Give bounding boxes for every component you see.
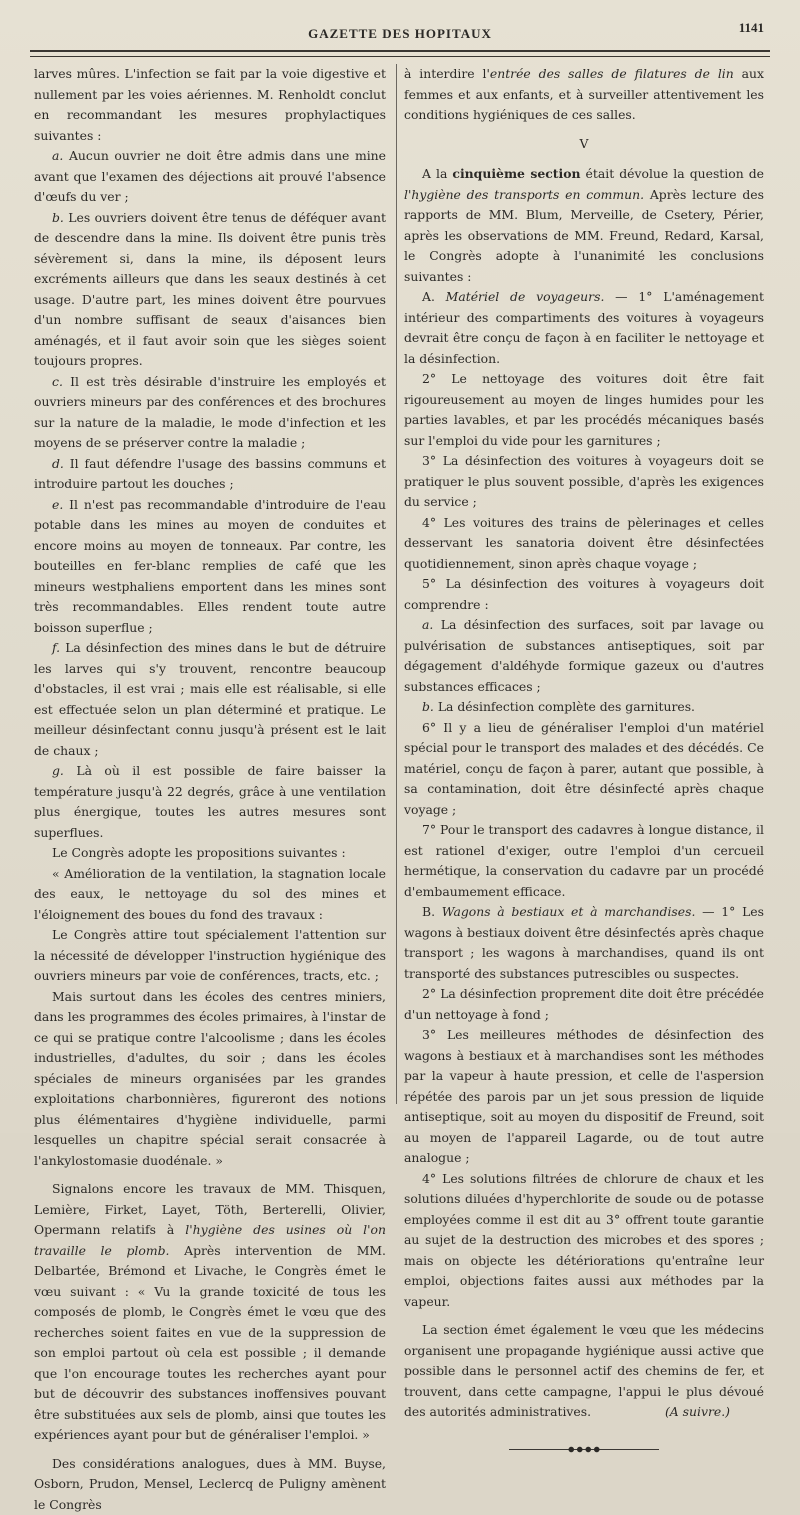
list-item: A. Matériel de voyageurs. — 1° L'aménagement intérieur des compartiments des voitures à voyageurs devrait être conçu de façon à en faciliter le nettoyage et la désinfection. [404, 287, 764, 369]
right-column [404, 64, 764, 1455]
paragraph: larves mûres. L'infection se fait par la voie digestive et nullement par les voies aériennes. M. Renholdt conclut en recommandant les mesures prophylactiques suivantes : [34, 64, 386, 146]
list-item: 2° Le nettoyage des voitures doit être fait rigoureusement au moyen de linges humides pour les parties lavables, et par les procédés mécaniques basés sur l'emploi du vide pour les garnitures ; [404, 369, 764, 451]
section-number: V [404, 134, 764, 155]
list-item: e. Il n'est pas recommandable d'introduire de l'eau potable dans les mines au moyen de conduites et encore moins au moyen de tonneaux. Par contre, les bouteilles en fer-blanc remplies de café que les mineurs westphaliens emportent dans les mines sont très recommandables. Elles rendent toute autre boisson superflue ; [34, 495, 386, 639]
list-item: c. Il est très désirable d'instruire les employés et ouvriers mineurs par des conférences et des brochures sur la nature de la maladie, le mode d'infection et les moyens de se préserver contre la maladie ; [34, 372, 386, 454]
list-item: 7° Pour le transport des cadavres à longue distance, il est rationel d'exiger, outre l'emploi d'un cercueil hermétique, la conservation du cadavre par un procédé d'embaumement efficace. [404, 820, 764, 902]
list-item: a. Aucun ouvrier ne doit être admis dans une mine avant que l'examen des déjections ait prouvé l'absence d'œufs du ver ; [34, 146, 386, 208]
paragraph: A la cinquième section était dévolue la question de l'hygiène des transports en commun. Après lecture des rapports de MM. Blum, Merveille, de Csetery, Périer, après les observations de MM. Freund, Redard, Karsal, le Congrès adopte à l'unanimité les conclusions suivantes : [404, 164, 764, 287]
paragraph: Le Congrès adopte les propositions suivantes : [34, 843, 386, 864]
list-item: a. La désinfection des surfaces, soit par lavage ou pulvérisation de substances antiseptiques, soit par dégagement d'aldéhyde formique gazeux ou d'autres substances efficaces ; [404, 615, 764, 697]
column-divider [396, 64, 397, 1104]
list-item: f. La désinfection des mines dans le but de détruire les larves qui s'y trouvent, rencontre beaucoup d'obstacles, il est vrai ; mais elle est réalisable, si elle est effectuée selon un plan déterminé et pratique. Le meilleur désinfectant connu jusqu'à présent est le lait de chaux ; [34, 638, 386, 761]
list-item: 4° Les voitures des trains de pèlerinages et celles desservant les sanatoria doivent être désinfectées quotidiennement, sinon après chaque voyage ; [404, 513, 764, 575]
paragraph: Des considérations analogues, dues à MM. Buyse, Osborn, Prudon, Mensel, Leclercq de Puligny amènent le Congrès [34, 1454, 386, 1515]
list-item: 3° Les meilleures méthodes de désinfection des wagons à bestiaux et à marchandises sont les méthodes par la vapeur à haute pression, et celle de l'aspersion répétée des parois par un jet sous pression de liquide antiseptique, soit au moyen du dispositif de Freund, soit au moyen de l'appareil Lagarde, ou de tout autre analogue ; [404, 1025, 764, 1169]
end-ornament [509, 1445, 659, 1455]
quote-paragraph: « Amélioration de la ventilation, la stagnation locale des eaux, le nettoyage du sol des mines et l'éloignement des boues du fond des travaux : [34, 864, 386, 926]
paragraph: Signalons encore les travaux de MM. Thisquen, Lemière, Firket, Layet, Töth, Berterelli, Olivier, Opermann relatifs à l'hygiène des usines où l'on travaille le plomb. Après intervention de MM. Delbartée, Brémond et Livache, le Congrès émet le vœu suivant : « Vu la grande toxicité de tous les composés de plomb, le Congrès émet le vœu que des recherches soient faites en vue de la suppression de son emploi partout où cela est possible ; il demande que l'on encourage toutes les recherches ayant pour but de découvrir des substances inoffensives pouvant être substituées aux sels de plomb, ainsi que toutes les expériences ayant pour but de généraliser l'emploi. » [34, 1179, 386, 1446]
list-item: 3° La désinfection des voitures à voyageurs doit se pratiquer le plus souvent possible, d'après les exigences du service ; [404, 451, 764, 513]
list-item: B. Wagons à bestiaux et à marchandises. — 1° Les wagons à bestiaux doivent être désinfectés après chaque transport ; les wagons à marchandises, quand ils ont transporté des substances putrescibles ou suspectes. [404, 902, 764, 984]
left-column [34, 64, 386, 1515]
list-item: 6° Il y a lieu de généraliser l'emploi d'un matériel spécial pour le transport des malades et des décédés. Ce matériel, conçu de façon à parer, autant que possible, à sa contamination, doit être désinfecté après chaque voyage ; [404, 718, 764, 821]
list-item: 2° La désinfection proprement dite doit être précédée d'un nettoyage à fond ; [404, 984, 764, 1025]
header-rule [30, 50, 770, 57]
list-item: b. La désinfection complète des garnitures. [404, 697, 764, 718]
list-item: g. Là où il est possible de faire baisser la température jusqu'à 22 degrés, grâce à une ventilation plus énergique, toutes les autres mesures sont superflues. [34, 761, 386, 843]
quote-paragraph: Le Congrès attire tout spécialement l'attention sur la nécessité de développer l'instruction hygiénique des ouvriers mineurs par voie de conférences, tracts, etc. ; [34, 925, 386, 987]
paragraph: La section émet également le vœu que les médecins organisent une propagande hygiénique aussi active que possible dans le personnel actif des chemins de fer, et trouvent, dans cette campagne, l'appui le plus dévoué des autorités administratives. (A suivre.) [404, 1320, 764, 1423]
page-number: 1141 [739, 20, 764, 36]
paragraph: à interdire l'entrée des salles de filatures de lin aux femmes et aux enfants, et à surveiller attentivement les conditions hygiéniques de ces salles. [404, 64, 764, 126]
list-item: 4° Les solutions filtrées de chlorure de chaux et les solutions diluées d'hyperchlorite de soude ou de potasse employées comme il est dit au 3° offrent toute garantie au sujet de la destruction des microbes et des spores ; mais on objecte les détériorations qu'entraîne leur emploi, objections faites aussi aux méthodes par la vapeur. [404, 1169, 764, 1313]
page-header [30, 16, 770, 60]
publication-title: GAZETTE DES HOPITAUX [30, 26, 770, 42]
quote-paragraph: Mais surtout dans les écoles des centres miniers, dans les programmes des écoles primaires, à l'instar de ce qui se pratique contre l'alcoolisme ; dans les écoles industrielles, d'adultes, du soir ; dans les écoles spéciales de mineurs organisées par les grandes exploitations charbonnières, figureront des notions plus élémentaires d'hygiène individuelle, parmi lesquelles un chapitre spécial serait consacrée à l'ankylostomasie duodénale. » [34, 987, 386, 1172]
list-item: b. Les ouvriers doivent être tenus de déféquer avant de descendre dans la mine. Ils doivent être punis très sévèrement si, dans la mine, ils déposent leurs excréments ailleurs que dans les seaux destinés à cet usage. D'autre part, les mines doivent être pourvues d'un nombre suffisant de seaux d'aisances bien aménagés, et il faut avoir soin que les sièges soient toujours propres. [34, 208, 386, 372]
to-be-continued: (A suivre.) [647, 1402, 730, 1423]
list-item: 5° La désinfection des voitures à voyageurs doit comprendre : [404, 574, 764, 615]
list-item: d. Il faut défendre l'usage des bassins communs et introduire partout les douches ; [34, 454, 386, 495]
